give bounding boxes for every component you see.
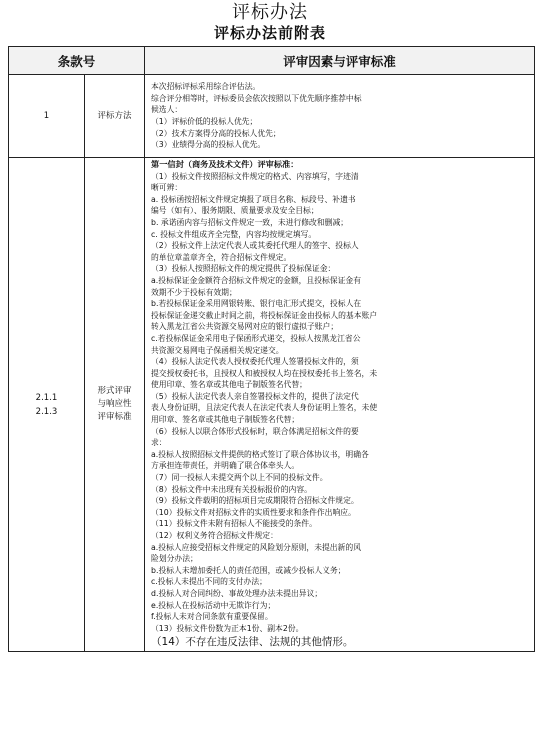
criteria-cell bbox=[145, 158, 535, 652]
criteria-line: 编号（如有）、服务期限、质量要求及安全目标； bbox=[151, 206, 319, 216]
clause-number-cell bbox=[9, 158, 85, 652]
criteria-line: （1）投标文件按照招标文件规定的格式、内容填写，字迹清 bbox=[151, 171, 359, 181]
clause-name-cell bbox=[85, 158, 145, 652]
table-header-row bbox=[9, 47, 535, 75]
criteria-line: （11）投标文件未附有招标人不能接受的条件。 bbox=[151, 519, 317, 529]
criteria-line: a. 投标函按招标文件规定填报了项目名称、标段号、补遗书 bbox=[151, 194, 356, 204]
criteria-line: （4）投标人法定代表人授权委托代理人签署投标文件的，须 bbox=[151, 357, 359, 367]
evaluation-table bbox=[8, 46, 535, 652]
clause-number-cell bbox=[9, 75, 85, 158]
criteria-line: c.投标人未提出不同的支付办法； bbox=[151, 577, 267, 587]
criteria-line: e.投标人在投标活动中无欺诈行为； bbox=[151, 600, 276, 610]
document-subtitle: 评标办法前附表 bbox=[213, 24, 326, 42]
criteria-line: 使用印章、签名章或其他电子制版签名代替； bbox=[151, 380, 307, 390]
clause-number: 2.1.3 bbox=[35, 406, 58, 417]
clause-name: 评标方法 bbox=[97, 110, 132, 121]
criteria-line: 效期不少于投标有效期； bbox=[151, 287, 237, 297]
criteria-line: （13）投标文件份数为正本1份、副本2份。 bbox=[151, 623, 304, 633]
criteria-line: 求： bbox=[151, 438, 167, 448]
criteria-line: （8）投标文件中未出现有关投标报价的内容。 bbox=[151, 484, 312, 494]
clause-name: 形式评审 bbox=[97, 386, 132, 397]
table-row bbox=[9, 158, 535, 652]
criteria-line: 提交授权委托书，且授权人和被授权人均在授权委托书上签名，未 bbox=[151, 368, 378, 378]
criteria-line: b.若投标保证金采用网银转账、银行电汇形式提交，投标人在 bbox=[151, 299, 362, 309]
criteria-line: 共资源交易网电子保函相关规定递交。 bbox=[151, 345, 284, 355]
criteria-line: （5）投标人法定代表人亲自签署投标文件的，提供了法定代 bbox=[151, 391, 359, 401]
criteria-line: b.投标人未增加委托人的责任范围，或减少投标人义务； bbox=[151, 565, 346, 575]
criteria-line: （10）投标文件对招标文件的实质性要求和条件作出响应。 bbox=[151, 507, 356, 517]
criteria-line: d.投标人对合同纠纷、事故处理办法未提出异议； bbox=[151, 588, 323, 598]
criteria-line: 本次招标评标采用综合评估法。 bbox=[151, 82, 261, 92]
criteria-line: （9）投标文件载明的招标项目完成期限符合招标文件规定。 bbox=[151, 496, 359, 506]
criteria-line: c.若投标保证金采用电子保函形式递交，投标人按黑龙江省公 bbox=[151, 333, 361, 343]
criteria-line: c. 投标文件组成齐全完整，内容均按规定填写。 bbox=[151, 229, 317, 239]
criteria-line: 综合评分相等时，评标委员会依次按照以下优先顺序推荐中标 bbox=[151, 93, 362, 103]
criteria-line: a.投标人应接受招标文件规定的风险划分原则，未提出新的风 bbox=[151, 542, 361, 552]
clause-name: 与响应性 bbox=[97, 399, 132, 410]
criteria-line: 险划分办法； bbox=[151, 554, 198, 564]
criteria-line: （2）技术方案得分高的投标人优先； bbox=[151, 128, 281, 138]
criteria-line: 投标保证金递交截止时间之前，将投标保证金由投标人的基本账户 bbox=[151, 310, 378, 320]
document-title: 评标办法 bbox=[232, 2, 308, 23]
criteria-line: a.投标保证金金额符合招标文件规定的金额，且投标保证金有 bbox=[151, 275, 361, 285]
criteria-line: （7）同一投标人未提交两个以上不同的投标文件。 bbox=[151, 473, 328, 483]
clause-name: 评审标准 bbox=[97, 412, 132, 423]
criteria-line: 第一信封（商务及技术文件）评审标准： bbox=[151, 159, 299, 169]
header-clause-number: 条款号 bbox=[9, 47, 145, 75]
criteria-cell bbox=[145, 75, 535, 158]
header-criteria: 评审因素与评审标准 bbox=[145, 47, 535, 75]
criteria-line: （12）权利义务符合招标文件规定： bbox=[151, 531, 278, 540]
criteria-line: f.投标人未对合同条款有重要保留。 bbox=[151, 612, 273, 622]
criteria-line: 晰可辨： bbox=[151, 183, 183, 193]
criteria-line: （14）不存在违反法律、法规的其他情形。 bbox=[151, 636, 354, 649]
criteria-line: （3）业绩得分高的投标人优先。 bbox=[151, 140, 266, 150]
criteria-line: （2）投标文件上法定代表人或其委托代理人的签字、投标人 bbox=[151, 241, 359, 251]
criteria-line: 的单位章盖章齐全，符合招标文件规定。 bbox=[151, 252, 292, 262]
criteria-line: （6）投标人以联合体形式投标时，联合体满足招标文件的要 bbox=[151, 426, 359, 436]
criteria-line: 转入黑龙江省公共资源交易网对应的银行虚拟子账户； bbox=[151, 322, 339, 332]
criteria-line: 候选人： bbox=[151, 105, 183, 115]
clause-name-cell bbox=[85, 75, 145, 158]
clause-number: 1 bbox=[43, 111, 50, 121]
criteria-line: a.投标人按照招标文件提供的格式签订了联合体协议书，明确各 bbox=[151, 449, 369, 459]
criteria-line: 方承担连带责任，并明确了联合体牵头人。 bbox=[151, 461, 300, 471]
criteria-text bbox=[151, 81, 530, 151]
criteria-line: （1）评标价低的投标人优先； bbox=[151, 117, 258, 126]
criteria-line: 用印章、签名章或其他电子制版签名代替； bbox=[151, 415, 300, 425]
criteria-text bbox=[151, 159, 530, 634]
table-row bbox=[9, 75, 535, 158]
criteria-line: 表人身份证明，且法定代表人在法定代表人身份证明上签名，未使 bbox=[151, 403, 378, 413]
clause-number: 2.1.1 bbox=[35, 392, 58, 403]
criteria-line: （3）投标人按照招标文件的规定提供了投标保证金： bbox=[151, 264, 336, 274]
criteria-line: b. 承诺函内容与招标文件规定一致，未进行修改和删减； bbox=[151, 217, 349, 227]
